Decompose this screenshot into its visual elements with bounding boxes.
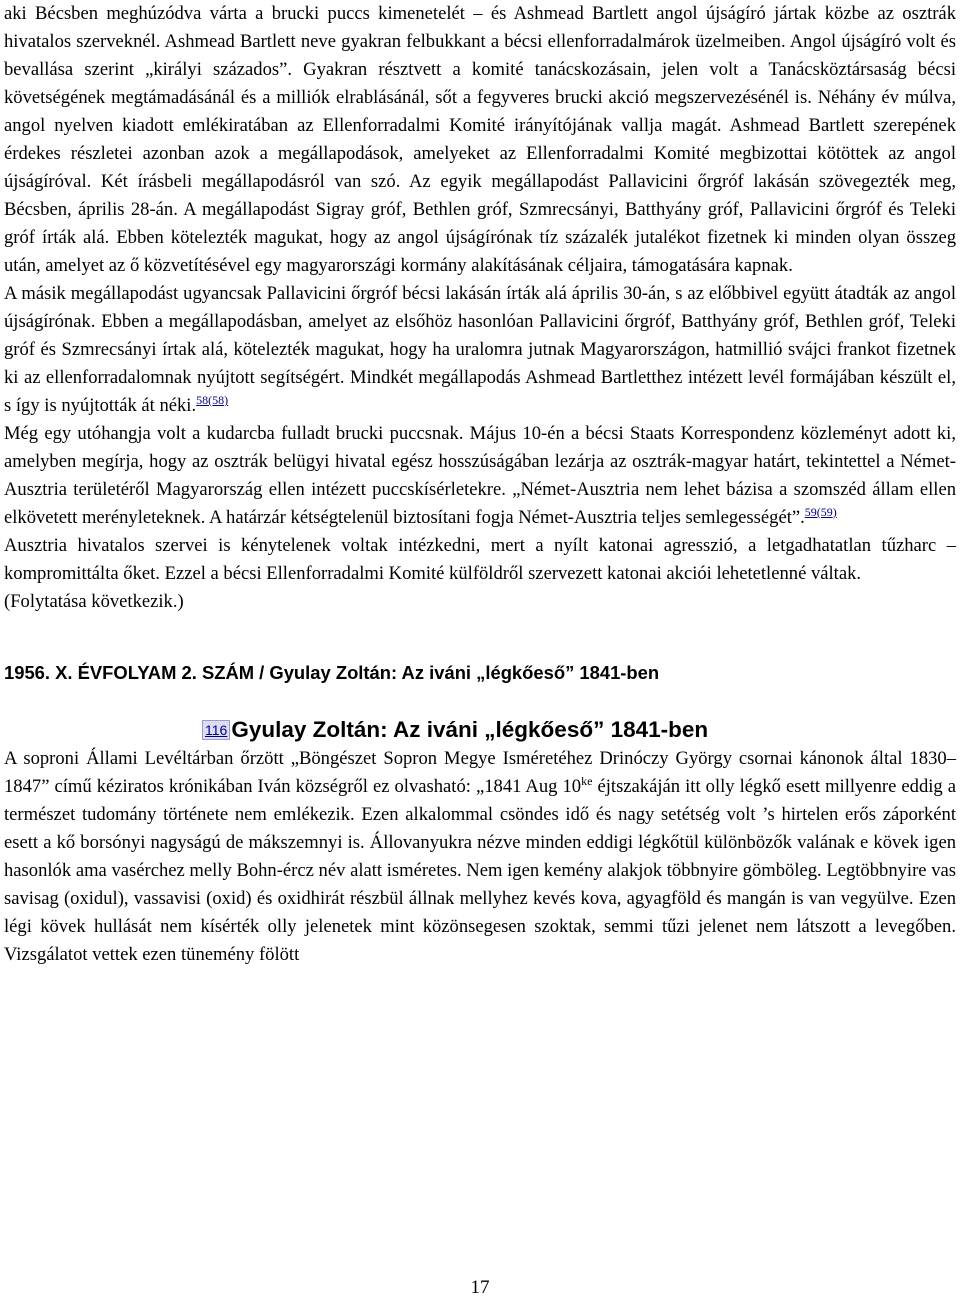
article-title: Gyulay Zoltán: Az iváni „légkőeső” 1841-ben bbox=[231, 717, 709, 742]
document-page bbox=[4, 0, 956, 969]
article-title-line bbox=[4, 715, 956, 745]
paragraph-austria-officials: Ausztria hivatalos szervei is kénytelenek voltak intézkedni, mert a nyílt katonai agresszió, a letgadhatatlan tűzharc – kompromittálta őket. Ezzel a bécsi Ellenforradalmi Komité külföldről szervezett katonai akciói lehetetlenné váltak. bbox=[4, 535, 956, 584]
paragraph-second-agreement bbox=[4, 280, 956, 420]
continued-note: (Folytatása következik.) bbox=[4, 591, 184, 612]
ordinal-superscript: ke bbox=[581, 774, 593, 788]
paragraph-brucki-puccs-aftermath bbox=[4, 420, 956, 532]
paragraph-ivan-text-rest: éjtszakáján itt olly légkő esett millyenre eddig a természet tudomány története nem emlékezik. Ezen alkalommal csöndes idő és nagy setétség volt ’s hirtelen erős záporként esett a kő borsónyi nagyságú de mákszemnyi is. Állovanyukra nézve minden eddigi légkőtül különbözők valának e kövek igen hasonlók ama vasérchez melly Bohn-ércz név alatt isméretes. Nem igen kemény alakjok többnyire gömböleg. Legtöbbnyire vas savisag (oxidul), vassavisi (oxid) és oxidhirát részbül állnak mellyhez kevés kova, agyagföld és mangán is van vegyülve. Ezen légi kövek hullását nem kísérték olly jelenetek mint közönsegesen szoktak, semmi tűzi jelenet nem látszott a levegőben. Vizsgálatot vettek ezen tünemény fölött bbox=[4, 776, 956, 965]
section-header: 1956. X. ÉVFOLYAM 2. SZÁM / Gyulay Zoltán: Az iváni „légkőeső” 1841-ben bbox=[4, 662, 660, 683]
paragraph-ashmead-bartlett: aki Bécsben meghúzódva várta a brucki puccs kimenetelét – és Ashmead Bartlett angol újságíró jártak közbe az osztrák hivatalos szerveknél. Ashmead Bartlett neve gyakran felbukkant a bécsi ellenforradalmárok üzelmeiben. Angol újságíró volt és bevallása szerint „királyi százados”. Gyakran résztvett a komité tanácskozásain, jelen volt a Tanácsköztársaság bécsi követségének megtámadásánál és a milliók elrablásánál, sőt a fegyveres brucki akció megszervezésénél is. Néhány év múlva, angol nyelven kiadott emlékiratában az Ellenforradalmi Komité irányítójának vallja magát. Ashmead Bartlett szerepének érdekes részletei azonban azok a megállapodások, amelyeket az Ellenforradalmi Komité megbizottai kötöttek az angol újságíróval. Két írásbeli megállapodásról van szó. Az egyik megállapodást Pallavicini őrgróf lakásán szövegezték meg, Bécsben, április 28-án. A megállapodást Sigray gróf, Bethlen gróf, Szmrecsányi, Batthyány gróf, Pallavicini őrgróf és Teleki gróf írták alá. Ebben kötelezték magukat, hogy az angol újságírónak tíz százalék jutalékot fizetnek ki minden olyan összeg után, amelyet az ő közvetítésével egy magyarországi kormány alakításának céljaira, támogatására kapnak. bbox=[4, 3, 956, 276]
paragraph-brucki-puccs-text: Még egy utóhangja volt a kudarcba fulladt brucki puccsnak. Május 10-én a bécsi Staats Korrespondenz közleményt adott ki, amelyben megírja, hogy az osztrák belügyi hivatal egész hosszúságában lezárja az osztrák-magyar határt, tekintettel a Német-Ausztria területéről Magyarország ellen intézett puccskísérletekre. „Német-Ausztria nem lehet bázisa a szomszéd állam ellen elkövetett merényleteknek. A határzár kétségtelenül biztosítani fogja Német-Ausztria teljes semlegességét”. bbox=[4, 423, 956, 528]
paragraph-ivan-text-start: A soproni Állami Levéltárban őrzött „Böngészet Sopron Megye Isméretéhez Drinóczy György csornai kánonok által 1830–1847” című kéziratos krónikában Iván községről ez olvasható: „1841 Aug 10 bbox=[4, 748, 956, 797]
page-number: 17 bbox=[470, 1277, 490, 1298]
paragraph-second-agreement-text: A másik megállapodást ugyancsak Pallavicini őrgróf bécsi lakásán írták alá április 30-án, s az előbbivel együtt átadták az angol újságírónak. Ebben a megállapodásban, amelyet az elsőhöz hasonlóan Pallavicini őrgróf, Batthyány gróf, Bethlen gróf, Teleki gróf és Szmrecsányi írtak alá, kötelezték magukat, hogy ha uralomra jutnak Magyarországon, hatmillió svájci frankot fizetnek ki az ellenforradalomnak nyújtott segítségért. Mindkét megállapodás Ashmead Bartletthez intézett levél formájában készült el, s így is nyújtották át néki. bbox=[4, 283, 956, 416]
article-page-link[interactable]: 116 bbox=[202, 720, 230, 740]
footnote-link-59[interactable]: 59(59) bbox=[804, 505, 837, 519]
paragraph-ivan-meteorite bbox=[4, 745, 956, 969]
footnote-link-58[interactable]: 58(58) bbox=[196, 393, 229, 407]
